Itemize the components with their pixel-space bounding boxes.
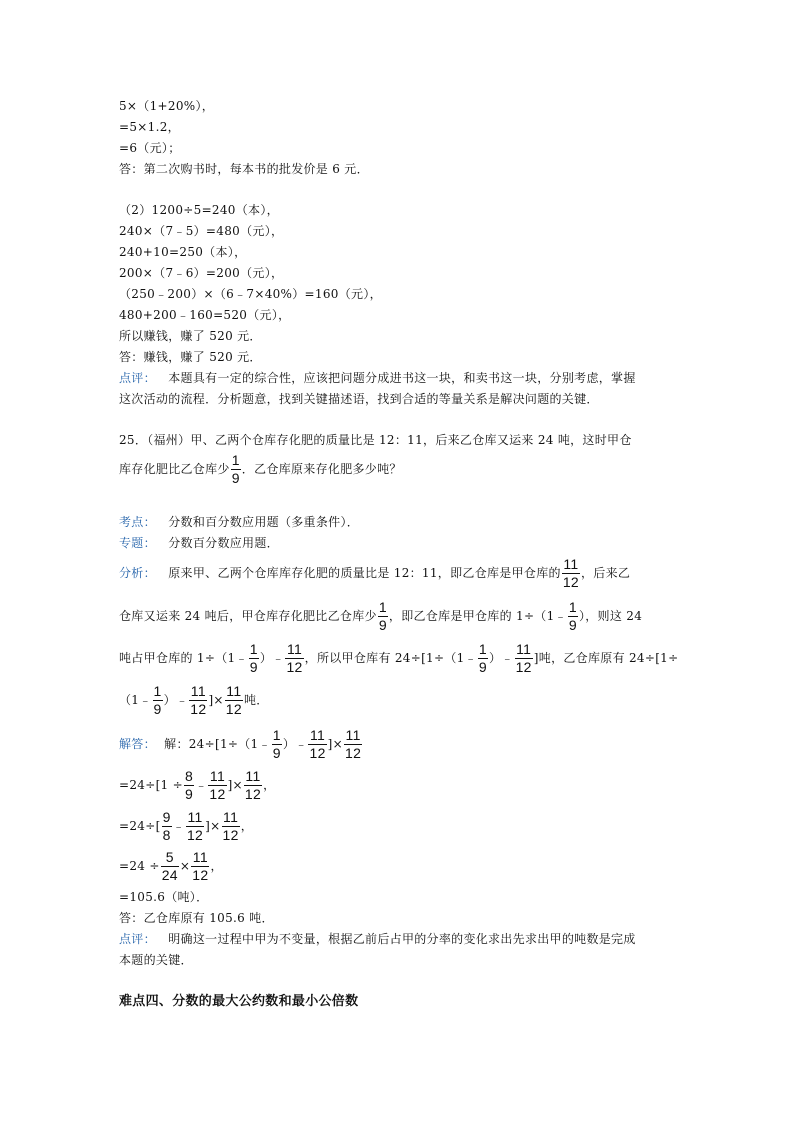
calc-line: 200×（7﹣6）=200（元）， [119, 266, 284, 280]
fraction-eleven-twelfths: $\frac{11}{12}$ [192, 849, 209, 883]
zhuanti-label: 专题： [119, 536, 156, 550]
solution-line [119, 765, 275, 805]
analysis-text: （1﹣ [119, 693, 152, 707]
calc-line: （2）1200÷5=240（本）， [119, 203, 279, 217]
fraction-one-ninth: $\frac{1}{9}$ [153, 683, 162, 717]
calc-line: =6（元）； [119, 141, 181, 155]
calc-line: 所以赚钱，赚了 520 元． [119, 329, 262, 343]
solution-text: ﹣ [172, 819, 185, 833]
solution-text: ）﹣ [282, 737, 308, 751]
solution-text: ]× [327, 737, 344, 751]
fraction-five-24ths: $\frac{5}{24}$ [161, 849, 178, 883]
solution-text: =24÷[ [119, 819, 161, 833]
fraction-nine-eighths: $\frac{9}{8}$ [162, 809, 171, 843]
fraction-one-ninth: $\frac{1}{9}$ [272, 727, 281, 761]
solution-text: ， [210, 859, 223, 873]
fraction-one-ninth: $\frac{1}{9}$ [478, 641, 487, 675]
analysis-text: ]吨，乙仓库原有 24÷[1÷ [533, 651, 679, 665]
solution-text: ， [263, 778, 276, 792]
solution-text: ﹣ [195, 778, 208, 792]
question-text: 库存化肥比乙仓库少 [119, 462, 230, 476]
analysis-text: 吨． [243, 693, 269, 707]
calc-line: （250﹣200）×（6﹣7×40%）=160（元）， [119, 287, 382, 301]
solution-line: =105.6（吨）． [119, 890, 209, 904]
answer-line: 答：赚钱，赚了 520 元． [119, 350, 262, 364]
solution-text: 解：24÷[1÷（1﹣ [164, 737, 271, 751]
section-heading: 难点四、分数的最大公约数和最小公倍数 [119, 994, 359, 1009]
solution-line [119, 806, 253, 846]
analysis-text: 吨占甲仓库的 1÷（1﹣ [119, 651, 248, 665]
solution-text: ]× [205, 819, 221, 833]
fraction-eleven-twelfths: $\frac{11}{12}$ [309, 727, 326, 761]
fraction-one-ninth: $\frac{1}{9}$ [378, 599, 387, 633]
fraction-eleven-twelfths: $\frac{11}{12}$ [225, 683, 242, 717]
solution-label: 解答： [119, 737, 156, 751]
fraction-eleven-twelfths: $\frac{11}{12}$ [244, 768, 262, 802]
analysis-line [119, 638, 678, 678]
calc-line: 5×（1+20%）， [119, 99, 215, 113]
review-line: 这次活动的流程．分析题意，找到关键描述语，找到合适的等量关系是解决问题的关键． [119, 392, 599, 406]
fraction-one-ninth: $\frac{1}{9}$ [249, 641, 258, 675]
zhuanti-line [119, 533, 279, 553]
analysis-text: ），则这 24 [578, 609, 643, 623]
review-label: 点评： [119, 932, 156, 946]
analysis-text: ）﹣ [259, 651, 285, 665]
analysis-label: 分析： [119, 566, 156, 580]
fraction-eight-ninths: $\frac{8}{9}$ [184, 768, 194, 802]
fraction-eleven-twelfths: $\frac{11}{12}$ [515, 641, 532, 675]
fraction-eleven-twelfths: $\frac{11}{12}$ [222, 809, 239, 843]
kaodian-line [119, 512, 359, 532]
kaodian-label: 考点： [119, 515, 156, 529]
question-line [119, 449, 402, 489]
analysis-line [119, 553, 630, 593]
fraction-eleven-twelfths: $\frac{11}{12}$ [209, 768, 226, 802]
calc-line: 240×（7﹣5）=480（元）， [119, 224, 284, 238]
answer-line: 答：第二次购书时，每本书的批发价是 6 元． [119, 162, 369, 176]
review-text: 本题具有一定的综合性，应该把问题分成进书这一块，和卖书这一块，分别考虑，掌握 [168, 371, 636, 385]
calc-line: =5×1.2， [119, 120, 180, 134]
solution-text: ]× [227, 778, 243, 792]
fraction-eleven-twelfths: $\frac{11}{12}$ [286, 641, 303, 675]
solution-text: =24 ÷ [119, 859, 160, 873]
fraction-eleven-twelfths: $\frac{11}{12}$ [190, 683, 207, 717]
solution-line [119, 724, 363, 764]
analysis-text: ，所以甲仓库有 24÷[1÷（1﹣ [304, 651, 477, 665]
review-text: 明确这一过程中甲为不变量，根据乙前后占甲的分率的变化求出先求出甲的吨数是完成 [168, 932, 636, 946]
fraction-one-ninth: $\frac{1}{9}$ [231, 452, 240, 486]
fraction-eleven-twelfths: $\frac{11}{12}$ [345, 727, 362, 761]
analysis-text: ，即乙仓库是甲仓库的 1÷（1﹣ [388, 609, 567, 623]
review-label: 点评： [119, 371, 156, 385]
analysis-line [119, 596, 642, 636]
analysis-text: ，后来乙 [581, 566, 631, 580]
kaodian-text: 分数和百分数应用题（多重条件）． [168, 515, 360, 529]
review-line [119, 368, 636, 388]
solution-text: =24÷[1 ÷ [119, 778, 183, 792]
question-text: ．乙仓库原来存化肥多少吨？ [241, 462, 402, 476]
review-line [119, 929, 636, 949]
solution-text: ， [240, 819, 253, 833]
review-line: 本题的关键． [119, 953, 193, 967]
question-line: 25．（福州）甲、乙两个仓库存化肥的质量比是 12：11，后来乙仓库又运来 24 吨，这时甲仓 [119, 433, 632, 447]
zhuanti-text: 分数百分数应用题． [168, 536, 279, 550]
analysis-text: ）﹣ [163, 693, 189, 707]
analysis-text: ]× [208, 693, 224, 707]
analysis-text: 原来甲、乙两个仓库库存化肥的质量比是 12：11，即乙仓库是甲仓库的 [168, 566, 561, 580]
calc-line: 240+10=250（本）， [119, 245, 247, 259]
fraction-one-ninth: $\frac{1}{9}$ [568, 599, 577, 633]
fraction-eleven-twelfths: $\frac{11}{12}$ [562, 556, 579, 590]
analysis-line [119, 680, 269, 720]
solution-line [119, 846, 223, 886]
analysis-text: ）﹣ [488, 651, 514, 665]
solution-text: × [179, 859, 191, 873]
answer-line: 答：乙仓库原有 105.6 吨． [119, 911, 274, 925]
analysis-text: 仓库又运来 24 吨后，甲仓库存化肥比乙仓库少 [119, 609, 377, 623]
calc-line: 480+200﹣160=520（元）， [119, 308, 291, 322]
fraction-eleven-twelfths: $\frac{11}{12}$ [186, 809, 204, 843]
